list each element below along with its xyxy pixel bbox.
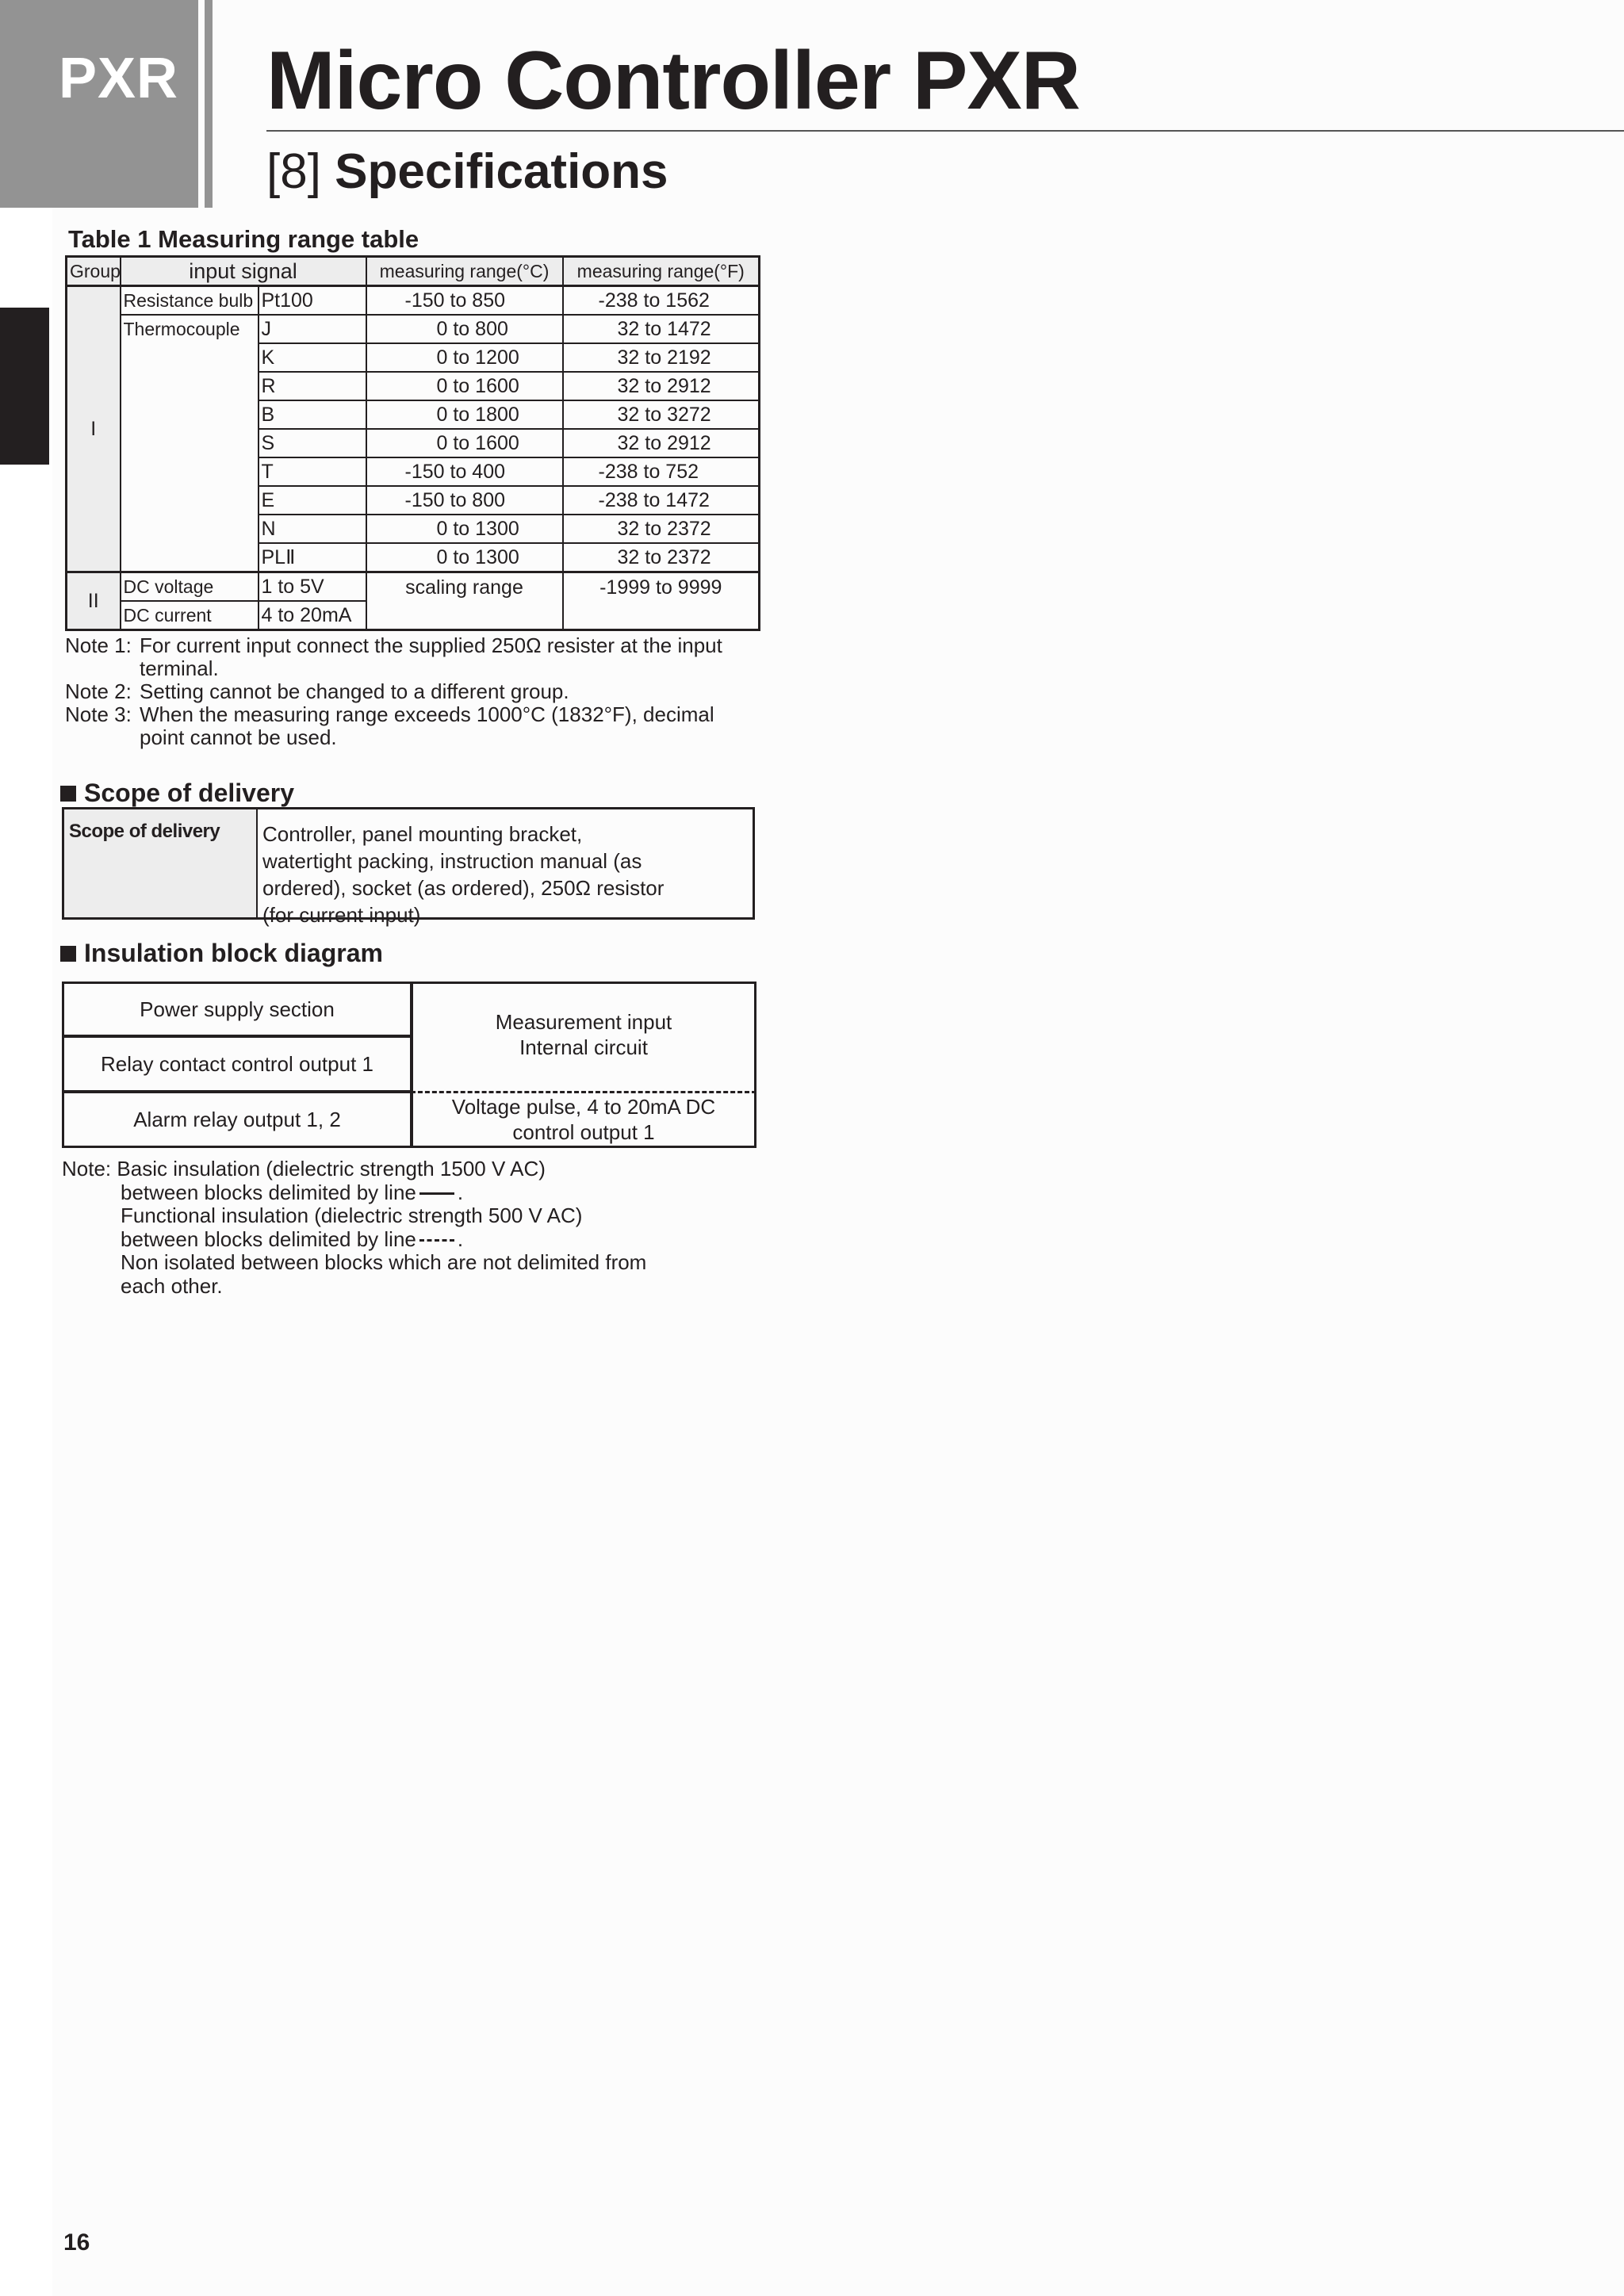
range-c-cell: -150 to 800: [366, 486, 563, 515]
table-row: [67, 429, 760, 457]
table-row: [67, 343, 760, 372]
sensor-type-cell: Resistance bulb: [121, 286, 259, 316]
voltage-pulse-block: [411, 1091, 756, 1148]
range-c-cell: 0 to 1300: [366, 543, 563, 572]
side-index-mark: [0, 308, 49, 465]
insulation-heading: [60, 939, 383, 968]
note-row: [65, 726, 722, 749]
range-c-cell: 0 to 1800: [366, 400, 563, 429]
range-f-cell: 32 to 2372: [563, 515, 760, 543]
note-label: Note:: [62, 1157, 112, 1181]
range-f-cell: 32 to 2912: [563, 372, 760, 400]
note-text: When the measuring range exceeds 1000°C (1832°F), decimal: [140, 702, 714, 726]
group-cell: I: [67, 286, 121, 572]
signal-cell: T: [259, 457, 366, 486]
note-period: .: [457, 1226, 464, 1251]
measuring-range-table: [65, 255, 760, 631]
note-line: Functional insulation (dielectric strength 500 V AC): [121, 1203, 583, 1227]
header-group: Group: [67, 257, 121, 286]
range-f-cell: 32 to 1472: [563, 315, 760, 343]
insulation-diagram: [62, 982, 756, 1148]
header-range-f: measuring range(°F): [563, 257, 760, 286]
table-row: [67, 543, 760, 572]
signal-cell: S: [259, 429, 366, 457]
scope-heading-text: Scope of delivery: [84, 779, 294, 807]
meas-line-2: Internal circuit: [519, 1035, 648, 1059]
sensor-type-cell: [121, 457, 259, 486]
table-row: [67, 286, 760, 316]
signal-cell: E: [259, 486, 366, 515]
note-line: between blocks delimited by line: [121, 1180, 416, 1204]
bullet-square-icon: [60, 946, 76, 962]
range-c-cell: 0 to 1200: [366, 343, 563, 372]
note-label: [65, 657, 140, 680]
table-caption: Table 1 Measuring range table: [68, 225, 419, 253]
tab-label: PXR: [59, 47, 179, 110]
measurement-input-block: [411, 982, 756, 1093]
scope-heading: [60, 779, 294, 808]
scaling-range-cell: scaling range: [366, 572, 563, 630]
range-c-cell: 0 to 1600: [366, 372, 563, 400]
signal-cell: R: [259, 372, 366, 400]
power-supply-block: Power supply section: [62, 982, 412, 1037]
note-row: [65, 634, 722, 657]
note-line: between blocks delimited by line: [121, 1226, 416, 1251]
table-header-row: [67, 257, 760, 286]
note-line: Non isolated between blocks which are not delimited from: [121, 1250, 647, 1274]
range-f-cell: -238 to 1472: [563, 486, 760, 515]
volt-line-2: control output 1: [512, 1120, 655, 1144]
scope-line: (for current input): [262, 903, 421, 927]
range-f-cell: 32 to 2192: [563, 343, 760, 372]
sensor-type-cell: DC current: [121, 601, 259, 630]
note-text: terminal.: [140, 656, 219, 680]
note-period: .: [457, 1180, 464, 1204]
scope-table: [62, 807, 755, 927]
scope-line: ordered), socket (as ordered), 250Ω resistor: [262, 876, 665, 900]
range-f-cell: 32 to 2372: [563, 543, 760, 572]
solid-line-icon: [419, 1192, 454, 1195]
note-line: each other.: [121, 1273, 223, 1298]
note-label: [65, 726, 140, 749]
scope-line: Controller, panel mounting bracket,: [262, 822, 583, 846]
sensor-type-cell: [121, 543, 259, 572]
sensor-type-cell: [121, 400, 259, 429]
signal-cell: Pt100: [259, 286, 366, 316]
sensor-type-cell: [121, 372, 259, 400]
signal-cell: J: [259, 315, 366, 343]
table-row: [67, 515, 760, 543]
note-label: Note 1:: [65, 633, 132, 657]
table-row: [67, 372, 760, 400]
note-line: Basic insulation (dielectric strength 1500 V AC): [117, 1157, 546, 1181]
signal-cell: PLⅡ: [259, 543, 366, 572]
signal-cell: B: [259, 400, 366, 429]
note-text: Setting cannot be changed to a different group.: [140, 679, 569, 703]
signal-cell: N: [259, 515, 366, 543]
note-label: Note 3:: [65, 702, 132, 726]
alarm-relay-block: Alarm relay output 1, 2: [62, 1091, 412, 1148]
relay-output-block: Relay contact control output 1: [62, 1035, 412, 1093]
sensor-type-cell: DC voltage: [121, 572, 259, 602]
header-tab: [0, 0, 198, 208]
signal-cell: K: [259, 343, 366, 372]
range-c-cell: 0 to 1600: [366, 429, 563, 457]
volt-line-1: Voltage pulse, 4 to 20mA DC: [451, 1095, 716, 1119]
table-row: [67, 486, 760, 515]
group-cell: II: [67, 572, 121, 630]
range-c-cell: 0 to 800: [366, 315, 563, 343]
scaling-range-f-cell: -1999 to 9999: [563, 572, 760, 630]
bullet-square-icon: [60, 786, 76, 802]
page-title: Micro Controller PXR: [266, 35, 1080, 127]
page-number: 16: [63, 2229, 90, 2256]
insulation-heading-text: Insulation block diagram: [84, 939, 383, 967]
range-c-cell: -150 to 850: [366, 286, 563, 316]
table-row: [67, 572, 760, 602]
table-row: [67, 400, 760, 429]
section-number: [8]: [266, 144, 321, 199]
table-row: [67, 457, 760, 486]
meas-line-1: Measurement input: [495, 1009, 672, 1034]
table-row: [67, 315, 760, 343]
sensor-type-cell: [121, 429, 259, 457]
dashed-line-icon: [419, 1239, 454, 1242]
range-f-cell: 32 to 2912: [563, 429, 760, 457]
sensor-type-cell: [121, 515, 259, 543]
signal-cell: 1 to 5V: [259, 572, 366, 602]
title-rule: [266, 130, 1624, 132]
scope-line: watertight packing, instruction manual (as: [262, 849, 642, 873]
signal-cell: 4 to 20mA: [259, 601, 366, 630]
insulation-notes: [62, 1158, 646, 1298]
range-c-cell: 0 to 1300: [366, 515, 563, 543]
sensor-type-cell: [121, 343, 259, 372]
note-row: [65, 657, 722, 680]
note-text: For current input connect the supplied 250Ω resister at the input: [140, 633, 722, 657]
scope-label: Scope of delivery: [64, 809, 258, 917]
table-notes: [65, 634, 722, 749]
note-row: [65, 703, 722, 726]
header-range-c: measuring range(°C): [366, 257, 563, 286]
header-input-signal: input signal: [121, 257, 366, 286]
note-label: Note 2:: [65, 679, 132, 703]
section-label: Specifications: [335, 144, 668, 199]
range-f-cell: -238 to 752: [563, 457, 760, 486]
sensor-type-cell: [121, 486, 259, 515]
note-text: point cannot be used.: [140, 725, 337, 749]
range-f-cell: 32 to 3272: [563, 400, 760, 429]
note-row: [65, 680, 722, 703]
range-f-cell: -238 to 1562: [563, 286, 760, 316]
header-tab-bar: [205, 0, 213, 208]
sensor-type-cell: Thermocouple: [121, 315, 259, 343]
section-title: [266, 144, 668, 199]
scope-value: [258, 809, 753, 927]
range-c-cell: -150 to 400: [366, 457, 563, 486]
